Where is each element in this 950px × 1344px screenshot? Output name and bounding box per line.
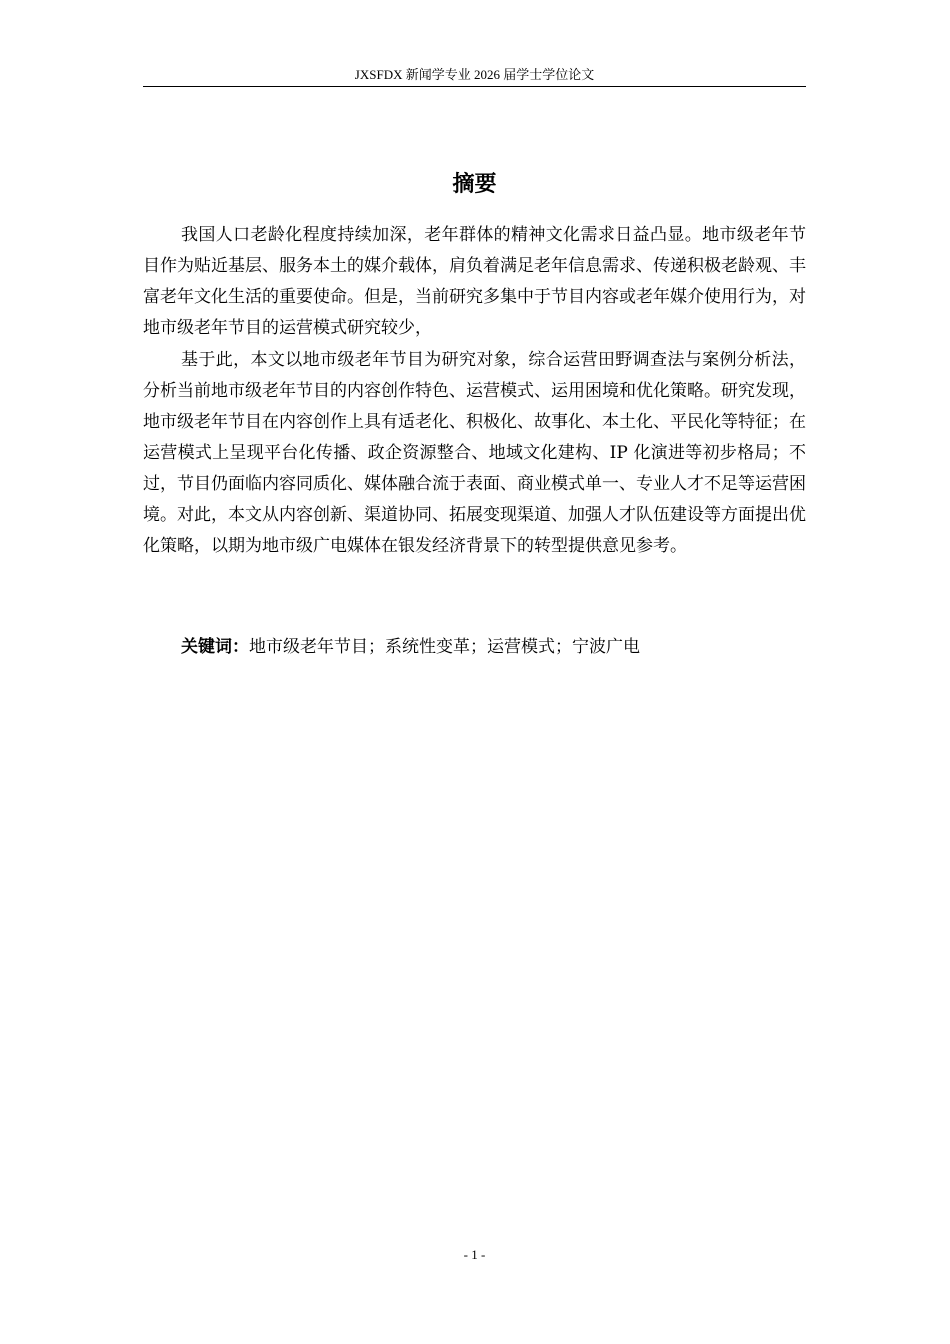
keywords-value: 地市级老年节目；系统性变革；运营模式；宁波广电 — [249, 637, 640, 657]
header-divider — [143, 86, 806, 87]
abstract-paragraph-1: 我国人口老龄化程度持续加深，老年群体的精神文化需求日益凸显。地市级老年节目作为贴近基层、服务本土的媒介载体，肩负着满足老年信息需求、传递积极老龄观、丰富老年文化生活的重要使命。但是，当前研究多集中于节目内容或老年媒介使用行为，对地市级老年节目的运营模式研究较少， — [143, 225, 806, 338]
page-number: - 1 - — [463, 1247, 486, 1262]
abstract-title: 摘要 — [452, 172, 497, 197]
keywords-label: 关键词： — [181, 637, 249, 657]
keywords-line — [181, 632, 806, 663]
abstract-paragraph-2: 基于此，本文以地市级老年节目为研究对象，综合运营田野调查法与案例分析法，分析当前地市级老年节目的内容创作特色、运营模式、运用困境和优化策略。研究发现，地市级老年节目在内容创作上具有适老化、积极化、故事化、本土化、平民化等特征；在运营模式上呈现平台化传播、政企资源整合、地域文化建构、IP 化演进等初步格局；不过，节目仍面临内容同质化、媒体融合流于表面、商业模式单一、专业人才不足等运营困境。对此，本文从内容创新、渠道协同、拓展变现渠道、加强人才队伍建设等方面提出优化策略，以期为地市级广电媒体在银发经济背景下的转型提供意见参考。 — [143, 350, 806, 556]
page-header: JXSFDX 新闻学专业 2026 届学士学位论文 — [354, 67, 595, 82]
